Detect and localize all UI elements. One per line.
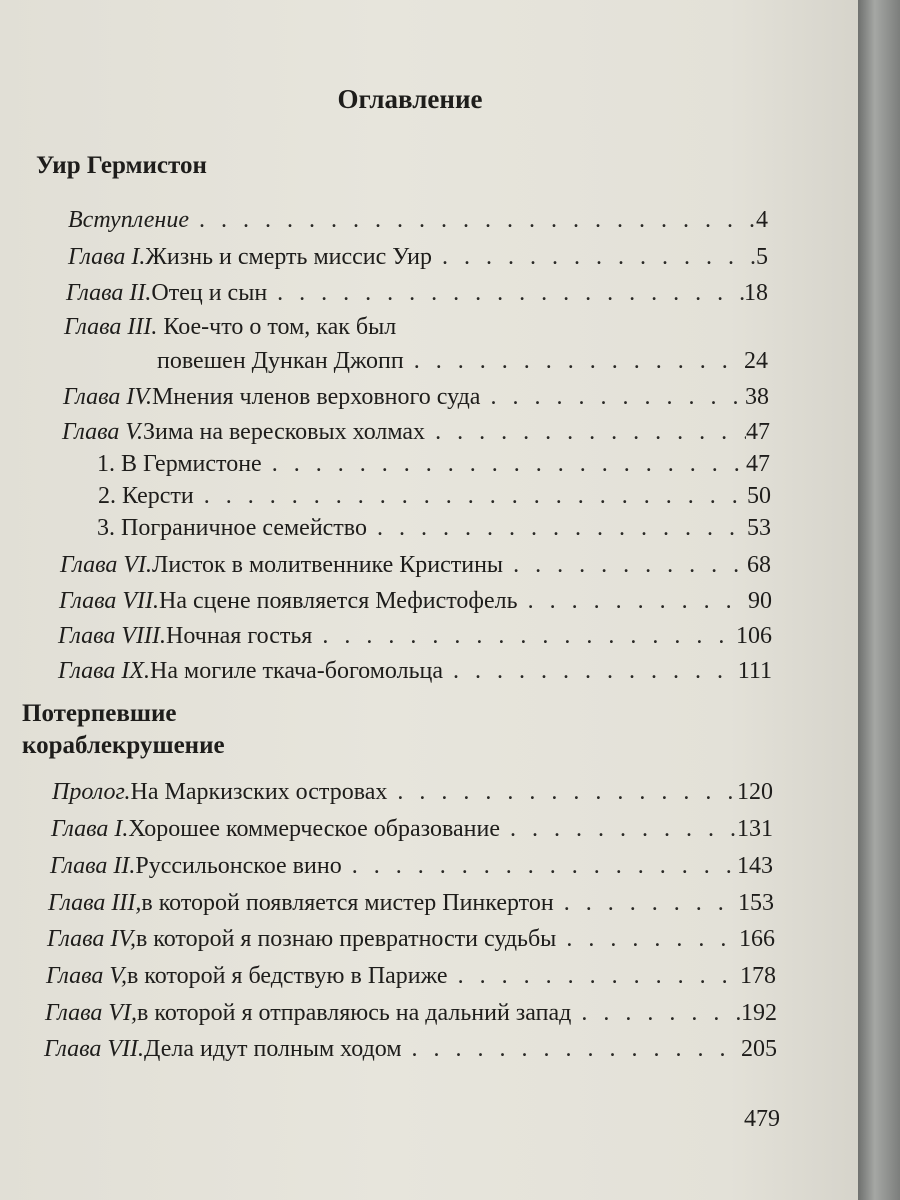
entry-lead: Глава VI. — [60, 552, 153, 578]
leader-dots — [432, 242, 756, 272]
entry-lead: Глава II. — [66, 280, 152, 306]
toc-entry-first-line[interactable] — [64, 312, 396, 342]
entry-title: Отец и сын — [151, 280, 268, 306]
entry-title: в которой я бедствую в Париже — [126, 963, 448, 989]
toc-subentry[interactable] — [98, 477, 771, 511]
leader-dots — [448, 961, 740, 991]
toc-entry[interactable] — [44, 1030, 777, 1064]
entry-title: в которой я отправляюсь на дальний запад — [137, 1000, 572, 1026]
entry-title: 1. В Гермистоне — [97, 451, 262, 477]
toc-entry[interactable] — [60, 546, 771, 580]
entry-lead: Глава VII. — [59, 588, 160, 614]
toc-entry[interactable] — [58, 617, 772, 651]
page-number: 131 — [737, 816, 773, 842]
entry-lead: Вступление — [68, 207, 189, 233]
section-heading-wrecker-line1: Потерпевшие — [22, 700, 177, 727]
entry-title: Зима на вересковых холмах — [142, 419, 426, 445]
entry-lead: Глава VI, — [45, 1000, 138, 1026]
leader-dots — [342, 851, 737, 881]
section-heading-wrecker-line2: кораблекрушение — [22, 732, 225, 759]
leader-dots — [425, 417, 746, 447]
toc-entry[interactable] — [58, 652, 772, 686]
leader-dots — [556, 924, 739, 954]
leader-dots — [267, 278, 744, 308]
page-number: 50 — [747, 483, 771, 509]
toc-subentry[interactable] — [97, 509, 771, 543]
leader-dots — [571, 998, 741, 1028]
entry-lead: Глава IV, — [47, 926, 136, 952]
entry-lead: Глава I. — [68, 244, 146, 270]
leader-dots — [387, 777, 737, 807]
entry-lead: Глава II. — [50, 853, 136, 879]
entry-lead: Глава VIII. — [58, 623, 167, 649]
entry-title: в которой я познаю превратности судьбы — [135, 926, 557, 952]
toc-entry[interactable] — [48, 884, 774, 918]
toc-entry[interactable] — [52, 773, 773, 807]
leader-dots — [367, 513, 747, 543]
toc-entry[interactable] — [51, 810, 773, 844]
toc-entry[interactable] — [46, 957, 776, 991]
toc-entry[interactable] — [47, 920, 775, 954]
page-number: 90 — [748, 588, 772, 614]
toc-entry[interactable] — [50, 847, 773, 881]
toc-entry[interactable] — [63, 378, 769, 412]
leader-dots — [312, 621, 736, 651]
page-number: 178 — [740, 963, 776, 989]
leader-dots — [402, 1034, 741, 1064]
leader-dots — [262, 449, 746, 479]
entry-title: Листок в молитвеннике Кристины — [152, 552, 504, 578]
page-title: Оглавление — [337, 84, 483, 114]
page-number: 192 — [741, 1000, 777, 1026]
page-number: 111 — [737, 658, 772, 684]
page-number: 153 — [738, 890, 774, 916]
toc-entry[interactable] — [68, 238, 768, 272]
toc-entry[interactable] — [68, 201, 768, 235]
leader-dots — [404, 346, 744, 376]
entry-title: На Маркизских островах — [130, 779, 388, 805]
leader-dots — [554, 888, 738, 918]
page-number: 205 — [741, 1036, 777, 1062]
entry-title: Хорошее коммерческое образование — [128, 816, 500, 842]
entry-title: Ночная гостья — [166, 623, 313, 649]
page-number: 24 — [744, 348, 768, 374]
page-number: 166 — [739, 926, 775, 952]
toc-entry-continuation[interactable] — [157, 342, 768, 376]
entry-lead: Глава I. — [51, 816, 129, 842]
entry-title-continued: повешен Дункан Джопп — [157, 348, 404, 374]
page-number: 5 — [756, 244, 768, 270]
page-number: 47 — [746, 451, 770, 477]
entry-title: На могиле ткача-богомольца — [150, 658, 444, 684]
toc-entry[interactable] — [59, 582, 772, 616]
entry-lead: Глава IV. — [63, 384, 152, 410]
toc-subentry[interactable] — [97, 445, 770, 479]
page-number: 68 — [747, 552, 771, 578]
page-number: 143 — [737, 853, 773, 879]
entry-lead: Глава V, — [46, 963, 127, 989]
entry-lead: Глава III, — [48, 890, 142, 916]
entry-lead: Глава III. — [64, 314, 158, 340]
entry-lead: Пролог. — [52, 779, 131, 805]
entry-lead: Глава VII. — [44, 1036, 145, 1062]
leader-dots — [500, 814, 737, 844]
page-number: 53 — [747, 515, 771, 541]
entry-title: Руссильонское вино — [135, 853, 342, 879]
entry-title: 2. Керсти — [98, 483, 194, 509]
page-number: 38 — [745, 384, 769, 410]
toc-entry[interactable] — [62, 413, 770, 447]
page-number: 18 — [744, 280, 768, 306]
entry-title: в которой появляется мистер Пинкертон — [141, 890, 554, 916]
section-heading-weir-of-hermiston: Уир Гермистон — [36, 152, 207, 179]
page-number: 4 — [756, 207, 768, 233]
toc-entry[interactable] — [66, 274, 768, 308]
entry-lead: Глава V. — [62, 419, 143, 445]
leader-dots — [194, 481, 747, 511]
leader-dots — [503, 550, 747, 580]
entry-title: На сцене появляется Мефистофель — [159, 588, 518, 614]
leader-dots — [189, 205, 756, 235]
page-number: 120 — [737, 779, 773, 805]
folio-page-number: 479 — [744, 1106, 780, 1132]
entry-title: Жизнь и смерть миссис Уир — [145, 244, 433, 270]
entry-title: Дела идут полным ходом — [144, 1036, 402, 1062]
entry-title: 3. Пограничное семейство — [97, 515, 367, 541]
book-edge — [858, 0, 900, 1200]
entry-title: Кое-что о том, как был — [157, 314, 397, 340]
leader-dots — [480, 382, 745, 412]
toc-entry[interactable] — [45, 994, 777, 1028]
page-number: 47 — [746, 419, 770, 445]
entry-title: Мнения членов верховного суда — [151, 384, 481, 410]
leader-dots — [518, 586, 748, 616]
entry-lead: Глава IX. — [58, 658, 151, 684]
leader-dots — [443, 656, 738, 686]
page-number: 106 — [736, 623, 772, 649]
